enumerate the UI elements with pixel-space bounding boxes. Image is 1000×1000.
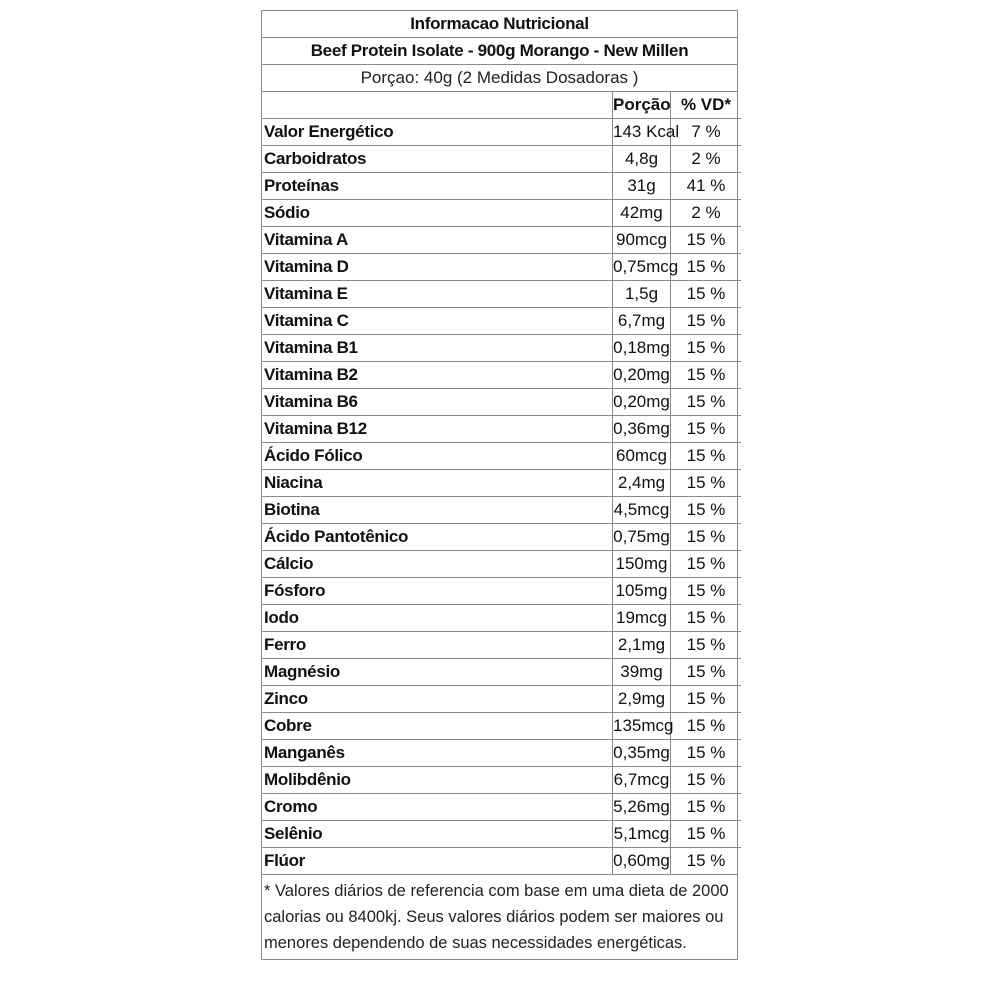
nutrient-daily-value: 15 % [671, 551, 742, 578]
nutrient-name: Vitamina C [262, 308, 613, 335]
nutrient-portion: 31g [613, 173, 671, 200]
nutrient-portion: 90mcg [613, 227, 671, 254]
table-row [262, 470, 741, 497]
footnote-line: calorias ou 8400kj. Seus valores diários podem ser maiores ou [264, 908, 724, 926]
table-row [262, 443, 741, 470]
nutrient-name: Biotina [262, 497, 613, 524]
nutrient-portion: 60mcg [613, 443, 671, 470]
nutrient-daily-value: 41 % [671, 173, 742, 200]
header-nutrient [262, 92, 613, 119]
table-row [262, 578, 741, 605]
nutrient-portion: 1,5g [613, 281, 671, 308]
nutrient-daily-value: 2 % [671, 200, 742, 227]
table-row [262, 416, 741, 443]
nutrient-daily-value: 15 % [671, 281, 742, 308]
table-row [262, 200, 741, 227]
nutrient-portion: 0,60mg [613, 848, 671, 875]
table-row [262, 227, 741, 254]
nutrient-portion: 105mg [613, 578, 671, 605]
nutrition-facts-panel [261, 10, 738, 960]
table-row [262, 821, 741, 848]
header-portion: Porção [613, 92, 671, 119]
nutrient-daily-value: 15 % [671, 389, 742, 416]
nutrient-name: Vitamina E [262, 281, 613, 308]
table-row [262, 281, 741, 308]
table-row [262, 335, 741, 362]
nutrient-daily-value: 15 % [671, 686, 742, 713]
nutrient-name: Flúor [262, 848, 613, 875]
nutrient-portion: 6,7mg [613, 308, 671, 335]
nutrient-name: Fósforo [262, 578, 613, 605]
nutrient-portion: 2,4mg [613, 470, 671, 497]
nutrient-portion: 0,75mg [613, 524, 671, 551]
table-row [262, 308, 741, 335]
table-row [262, 740, 741, 767]
nutrient-portion: 0,75mcg [613, 254, 671, 281]
nutrient-name: Vitamina D [262, 254, 613, 281]
nutrient-portion: 4,5mcg [613, 497, 671, 524]
table-row [262, 254, 741, 281]
nutrient-name: Ácido Pantotênico [262, 524, 613, 551]
nutrient-daily-value: 15 % [671, 254, 742, 281]
nutrient-portion: 0,18mg [613, 335, 671, 362]
table-row [262, 686, 741, 713]
product-name: Beef Protein Isolate - 900g Morango - New Millen [262, 38, 737, 65]
nutrient-portion: 143 Kcal [613, 119, 671, 146]
table-row [262, 173, 741, 200]
nutrient-daily-value: 7 % [671, 119, 742, 146]
nutrient-name: Carboidratos [262, 146, 613, 173]
nutrient-name: Sódio [262, 200, 613, 227]
nutrient-portion: 150mg [613, 551, 671, 578]
nutrient-portion: 135mcg [613, 713, 671, 740]
table-header-row [262, 92, 741, 119]
table-row [262, 119, 741, 146]
nutrient-name: Vitamina B1 [262, 335, 613, 362]
table-row [262, 794, 741, 821]
header-daily-value: % VD* [680, 95, 732, 114]
nutrient-daily-value: 15 % [671, 767, 742, 794]
nutrient-portion: 5,1mcg [613, 821, 671, 848]
nutrient-daily-value: 15 % [671, 497, 742, 524]
nutrient-portion: 39mg [613, 659, 671, 686]
nutrient-daily-value: 15 % [671, 848, 742, 875]
nutrient-daily-value: 15 % [671, 713, 742, 740]
panel-title: Informacao Nutricional [262, 11, 737, 38]
nutrient-portion: 6,7mcg [613, 767, 671, 794]
nutrient-portion: 0,36mg [613, 416, 671, 443]
nutrient-daily-value: 15 % [671, 524, 742, 551]
nutrient-daily-value: 15 % [671, 632, 742, 659]
nutrient-name: Ferro [262, 632, 613, 659]
table-row [262, 605, 741, 632]
nutrient-daily-value: 15 % [671, 794, 742, 821]
nutrient-name: Iodo [262, 605, 613, 632]
nutrient-portion: 2,1mg [613, 632, 671, 659]
nutrient-daily-value: 15 % [671, 335, 742, 362]
nutrient-daily-value: 15 % [671, 659, 742, 686]
daily-value-footnote [262, 874, 737, 959]
nutrition-rows [262, 119, 741, 875]
nutrient-name: Niacina [262, 470, 613, 497]
nutrient-portion: 19mcg [613, 605, 671, 632]
table-row [262, 497, 741, 524]
table-row [262, 713, 741, 740]
nutrient-daily-value: 15 % [671, 443, 742, 470]
nutrient-daily-value: 15 % [671, 605, 742, 632]
table-row [262, 632, 741, 659]
footnote-line: menores dependendo de suas necessidades energéticas. [264, 934, 687, 952]
nutrient-name: Magnésio [262, 659, 613, 686]
nutrient-daily-value: 15 % [671, 308, 742, 335]
nutrient-name: Vitamina A [262, 227, 613, 254]
nutrient-daily-value: 15 % [671, 470, 742, 497]
nutrient-portion: 0,35mg [613, 740, 671, 767]
nutrient-name: Vitamina B6 [262, 389, 613, 416]
nutrient-name: Valor Energético [262, 119, 613, 146]
nutrient-daily-value: 2 % [671, 146, 742, 173]
nutrient-name: Zinco [262, 686, 613, 713]
nutrient-portion: 4,8g [613, 146, 671, 173]
footnote-line: * Valores diários de referencia com base em uma dieta de 2000 [264, 882, 729, 900]
nutrient-portion: 0,20mg [613, 389, 671, 416]
nutrient-daily-value: 15 % [671, 578, 742, 605]
nutrient-name: Molibdênio [262, 767, 613, 794]
nutrient-portion: 0,20mg [613, 362, 671, 389]
nutrient-portion: 5,26mg [613, 794, 671, 821]
nutrient-name: Cálcio [262, 551, 613, 578]
nutrition-table [262, 92, 741, 874]
nutrient-name: Selênio [262, 821, 613, 848]
table-row [262, 524, 741, 551]
nutrient-daily-value: 15 % [671, 362, 742, 389]
nutrient-name: Ácido Fólico [262, 443, 613, 470]
table-row [262, 551, 741, 578]
nutrient-name: Vitamina B12 [262, 416, 613, 443]
nutrient-name: Vitamina B2 [262, 362, 613, 389]
serving-size: Porçao: 40g (2 Medidas Dosadoras ) [262, 65, 737, 92]
table-row [262, 146, 741, 173]
nutrient-daily-value: 15 % [671, 740, 742, 767]
nutrient-portion: 2,9mg [613, 686, 671, 713]
table-row [262, 659, 741, 686]
table-row [262, 848, 741, 875]
nutrient-portion: 42mg [613, 200, 671, 227]
nutrient-daily-value: 15 % [671, 227, 742, 254]
nutrient-name: Cobre [262, 713, 613, 740]
table-row [262, 767, 741, 794]
nutrient-daily-value: 15 % [671, 821, 742, 848]
nutrient-daily-value: 15 % [671, 416, 742, 443]
nutrient-name: Manganês [262, 740, 613, 767]
nutrient-name: Cromo [262, 794, 613, 821]
table-row [262, 362, 741, 389]
table-row [262, 389, 741, 416]
nutrient-name: Proteínas [262, 173, 613, 200]
